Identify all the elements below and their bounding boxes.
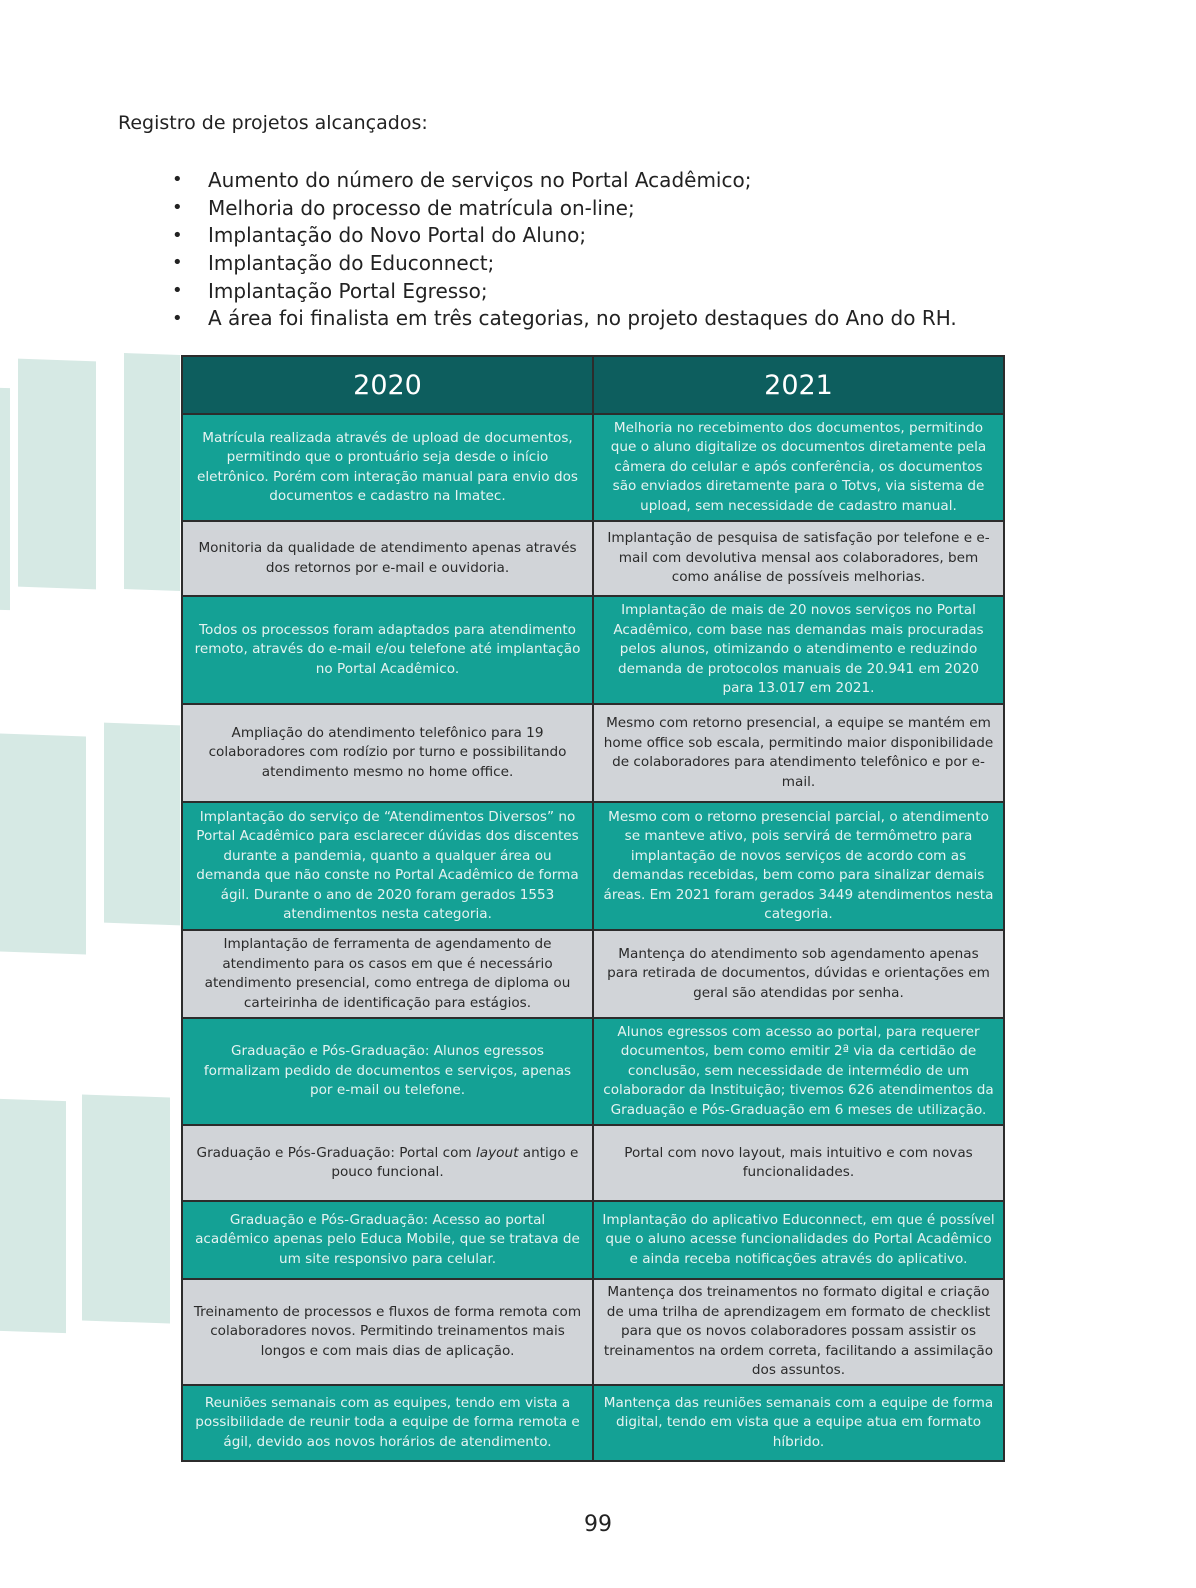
decor-stripe — [82, 1094, 170, 1323]
table-row — [182, 1201, 1004, 1279]
cell-2020: Treinamento de processos e fluxos de forma remota com colaboradores novos. Permitindo treinamentos mais longos e com mais dias de aplicação. — [182, 1279, 593, 1385]
table-row — [182, 521, 1004, 596]
list-item: • Implantação Portal Egresso; — [172, 278, 488, 303]
bullet-icon: • — [172, 307, 183, 329]
cell-2021: Implantação do aplicativo Educonnect, em que é possível que o aluno acesse funcionalidades do Portal Acadêmico e ainda receba notificações através do aplicativo. — [593, 1201, 1004, 1279]
list-item: • Implantação do Educonnect; — [172, 250, 495, 275]
list-item: • Aumento do número de serviços no Portal Acadêmico; — [172, 167, 752, 192]
cell-2021: Alunos egressos com acesso ao portal, para requerer documentos, bem como emitir 2ª via da certidão de conclusão, sem necessidade de intermédio de um colaborador da Instituição; tivemos 626 atendimentos da Graduação e Pós-Graduação em 6 meses de utilização. — [593, 1018, 1004, 1125]
bullet-icon: • — [172, 169, 183, 191]
cell-2020: Implantação de ferramenta de agendamento de atendimento para os casos em que é necessário atendimento presencial, como entrega de diploma ou carteirinha de identificação para estágios. — [182, 930, 593, 1018]
decor-stripe — [104, 723, 180, 926]
column-header-2021: 2021 — [593, 356, 1004, 414]
bullet-icon: • — [172, 224, 183, 246]
cell-2020: Graduação e Pós-Graduação: Alunos egressos formalizam pedido de documentos e serviços, apenas por e-mail ou telefone. — [182, 1018, 593, 1125]
cell-2020: Ampliação do atendimento telefônico para 19 colaboradores com rodízio por turno e possibilitando atendimento mesmo no home office. — [182, 704, 593, 802]
bullet-icon: • — [172, 197, 183, 219]
table-row — [182, 1018, 1004, 1125]
table-row — [182, 802, 1004, 930]
cell-2021: Mesmo com o retorno presencial parcial, o atendimento se manteve ativo, pois servirá de termômetro para implantação de novos serviços de acordo com as demandas recebidas, bem como para sinalizar demais áreas. Em 2021 foram gerados 3449 atendimentos nesta categoria. — [593, 802, 1004, 930]
cell-2021: Mantença do atendimento sob agendamento apenas para retirada de documentos, dúvidas e orientações em geral são atendidas por senha. — [593, 930, 1004, 1018]
achievements-list — [172, 166, 957, 332]
decor-stripe — [124, 353, 180, 591]
table-row — [182, 1125, 1004, 1201]
list-item: • Implantação do Novo Portal do Aluno; — [172, 223, 587, 248]
column-header-2020: 2020 — [182, 356, 593, 414]
cell-2020: Todos os processos foram adaptados para atendimento remoto, através do e-mail e/ou telefone até implantação no Portal Acadêmico. — [182, 596, 593, 704]
list-item: • Melhoria do processo de matrícula on-line; — [172, 195, 635, 220]
decor-stripe — [0, 388, 10, 610]
cell-2020: Graduação e Pós-Graduação: Acesso ao portal acadêmico apenas pelo Educa Mobile, que se tratava de um site responsivo para celular. — [182, 1201, 593, 1279]
comparison-table — [181, 355, 1005, 1462]
table-row — [182, 930, 1004, 1018]
bullet-icon: • — [172, 280, 183, 302]
decor-stripe — [18, 359, 96, 590]
cell-2020: Reuniões semanais com as equipes, tendo em vista a possibilidade de reunir toda a equipe de forma remota e ágil, devido aos novos horários de atendimento. — [182, 1385, 593, 1461]
cell-2020: Monitoria da qualidade de atendimento apenas através dos retornos por e-mail e ouvidoria. — [182, 521, 593, 596]
cell-2021: Mantença das reuniões semanais com a equipe de forma digital, tendo em vista que a equipe atua em formato híbrido. — [593, 1385, 1004, 1461]
table-row — [182, 1279, 1004, 1385]
decor-stripe — [0, 1099, 66, 1333]
cell-2020: Graduação e Pós-Graduação: Portal com layout antigo e pouco funcional. — [182, 1125, 593, 1201]
table-header-row — [182, 356, 1004, 414]
cell-2020: Matrícula realizada através de upload de documentos, permitindo que o prontuário seja desde o início eletrônico. Porém com interação manual para envio dos documentos e cadastro na Imatec. — [182, 414, 593, 521]
table-row — [182, 704, 1004, 802]
cell-2021: Implantação de pesquisa de satisfação por telefone e e-mail com devolutiva mensal aos colaboradores, bem como análise de possíveis melhorias. — [593, 521, 1004, 596]
table-row — [182, 414, 1004, 521]
cell-2021: Portal com novo layout, mais intuitivo e com novas funcionalidades. — [593, 1125, 1004, 1201]
table-row — [182, 596, 1004, 704]
decor-stripe — [0, 733, 86, 954]
cell-2021: Mesmo com retorno presencial, a equipe se mantém em home office sob escala, permitindo maior disponibilidade de colaboradores para atendimento telefônico e por e-mail. — [593, 704, 1004, 802]
bullet-icon: • — [172, 252, 183, 274]
cell-2021: Mantença dos treinamentos no formato digital e criação de uma trilha de aprendizagem em formato de checklist para que os novos colaboradores possam assistir os treinamentos na ordem correta, facilitando a assimilação dos assuntos. — [593, 1279, 1004, 1385]
comparison-table-container — [181, 355, 1005, 1462]
page-number: 99 — [584, 1512, 612, 1537]
table-row — [182, 1385, 1004, 1461]
cell-2020: Implantação do serviço de “Atendimentos Diversos” no Portal Acadêmico para esclarecer dúvidas dos discentes durante a pandemia, quanto a qualquer área ou demanda que não conste no Portal Acadêmico de forma ágil. Durante o ano de 2020 foram gerados 1553 atendimentos nesta categoria. — [182, 802, 593, 930]
cell-2021: Implantação de mais de 20 novos serviços no Portal Acadêmico, com base nas demandas mais procuradas pelos alunos, otimizando o atendimento e reduzindo demanda de protocolos manuais de 20.941 em 2020 para 13.017 em 2021. — [593, 596, 1004, 704]
section-heading: Registro de projetos alcançados: — [118, 112, 428, 134]
cell-2021: Melhoria no recebimento dos documentos, permitindo que o aluno digitalize os documentos diretamente pela câmera do celular e após conferência, os documentos são enviados diretamente para o Totvs, via sistema de upload, sem necessidade de cadastro manual. — [593, 414, 1004, 521]
list-item: • A área foi finalista em três categorias, no projeto destaques do Ano do RH. — [172, 306, 957, 331]
